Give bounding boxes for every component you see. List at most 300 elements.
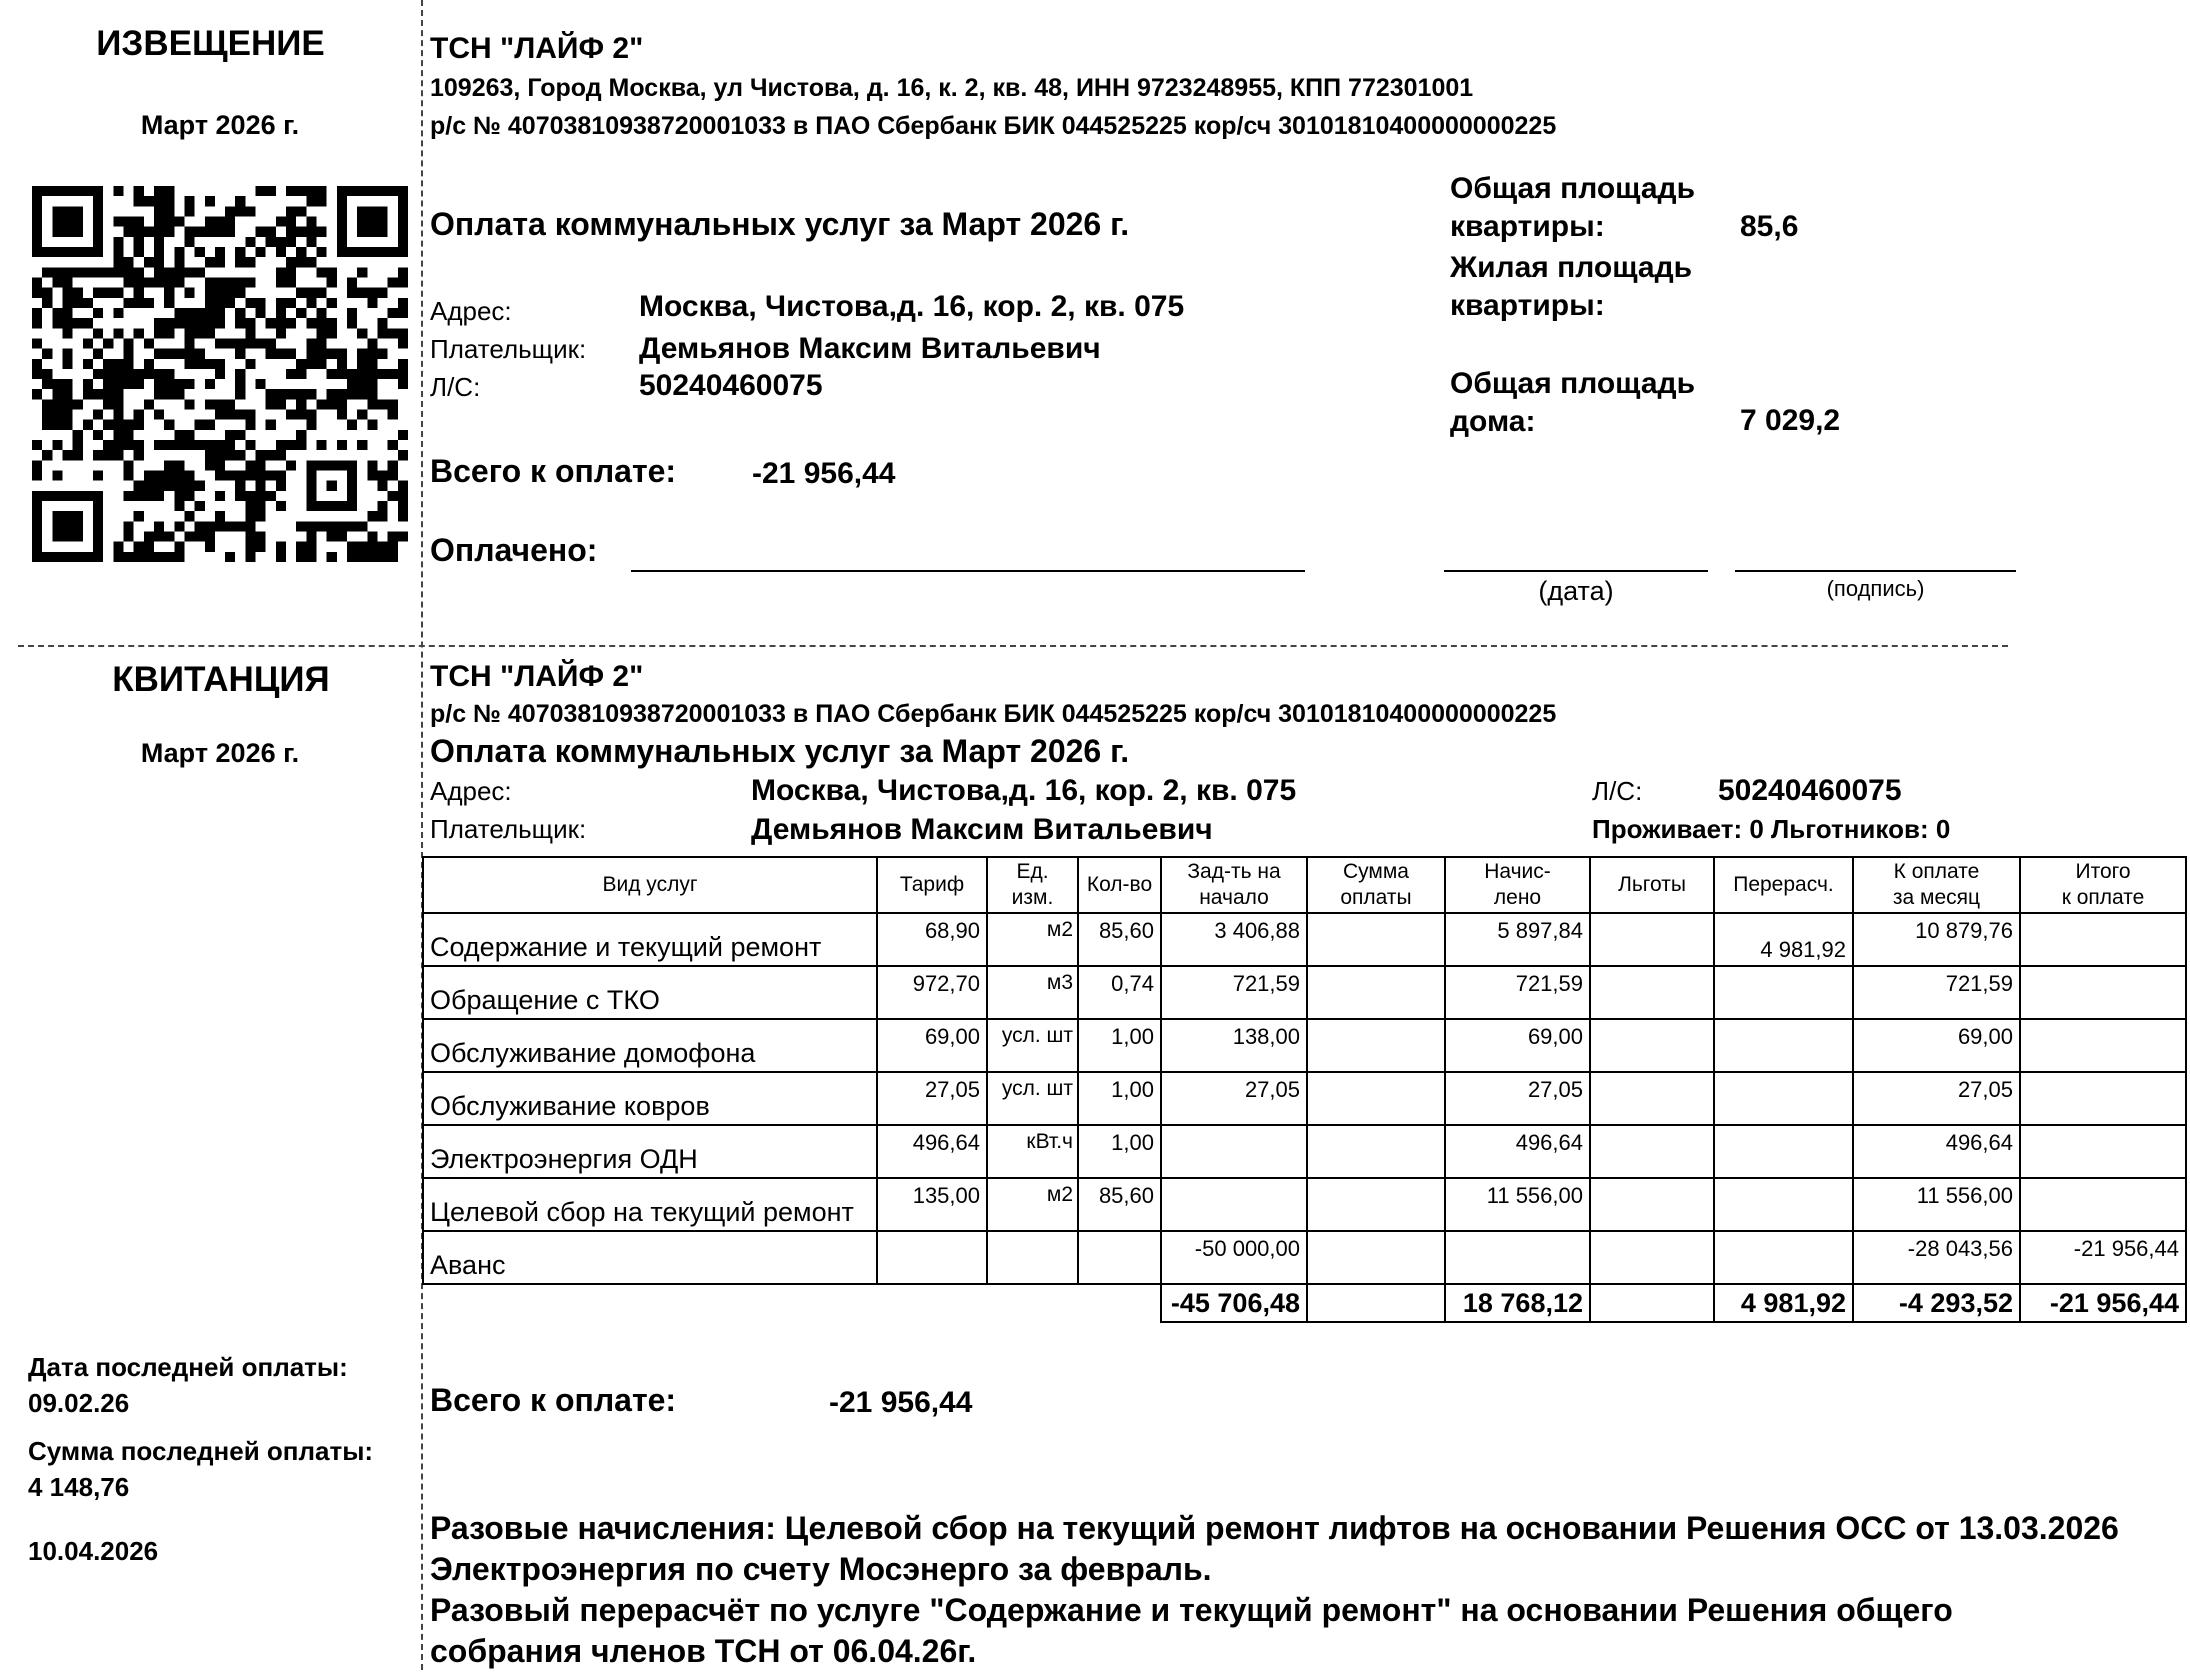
- qr-module: [256, 491, 266, 501]
- qr-module: [235, 521, 245, 531]
- qr-module: [164, 471, 174, 481]
- table-row: [423, 1019, 2186, 1072]
- qr-module: [134, 186, 144, 196]
- vertical-cut-line: [421, 0, 423, 1670]
- qr-module: [327, 349, 337, 359]
- qr-module: [123, 338, 133, 348]
- notice-payment-title: Оплата коммунальных услуг за Март 2026 г.: [430, 206, 1130, 242]
- qr-module: [286, 257, 296, 267]
- qr-module: [215, 247, 225, 257]
- qr-module: [103, 379, 113, 389]
- qr-module: [367, 298, 377, 308]
- qr-module: [357, 389, 367, 399]
- qr-module: [32, 288, 42, 298]
- qr-module: [205, 440, 215, 450]
- qr-module: [83, 359, 93, 369]
- qr-module: [378, 349, 388, 359]
- qr-module: [174, 379, 184, 389]
- qr-module: [276, 308, 286, 318]
- qr-module: [164, 196, 174, 206]
- qr-module: [388, 410, 398, 420]
- qr-module: [296, 288, 306, 298]
- qr-module: [144, 196, 154, 206]
- qr-module: [195, 440, 205, 450]
- qr-module: [225, 471, 235, 481]
- totals-cell: -21 956,44: [2020, 1284, 2186, 1322]
- qr-module: [184, 349, 194, 359]
- qr-module: [164, 369, 174, 379]
- qr-module: [174, 257, 184, 267]
- qr-module: [73, 298, 83, 308]
- qr-module: [93, 349, 103, 359]
- qr-module: [296, 247, 306, 257]
- qr-module: [296, 359, 306, 369]
- qr-module: [134, 227, 144, 237]
- qr-module: [154, 216, 164, 226]
- qr-module: [317, 359, 327, 369]
- qr-module: [113, 257, 123, 267]
- qr-module: [103, 288, 113, 298]
- qr-module: [225, 430, 235, 440]
- qr-module: [215, 450, 225, 460]
- qr-module: [184, 440, 194, 450]
- qr-module: [245, 277, 255, 287]
- qr-module: [276, 552, 286, 562]
- qr-module: [205, 542, 215, 552]
- qr-module: [62, 420, 72, 430]
- receipt-period: Март 2026 г.: [140, 738, 300, 768]
- qr-module: [164, 552, 174, 562]
- qr-module: [215, 216, 225, 226]
- notice-org-name: ТСН "ЛАЙФ 2": [430, 32, 644, 65]
- qr-module: [144, 277, 154, 287]
- qr-module: [266, 318, 276, 328]
- paid-signature-line[interactable]: [631, 570, 1305, 572]
- qr-module: [144, 257, 154, 267]
- qr-module: [266, 420, 276, 430]
- qr-module: [205, 298, 215, 308]
- house-area-label-1: Общая площадь: [1450, 367, 1696, 400]
- qr-module: [306, 552, 316, 562]
- qr-module: [83, 338, 93, 348]
- qr-module: [347, 521, 357, 531]
- qr-module: [174, 491, 184, 501]
- qr-module: [164, 349, 174, 359]
- qr-module: [276, 216, 286, 226]
- qr-module: [276, 277, 286, 287]
- qr-module: [235, 450, 245, 460]
- qr-module: [174, 471, 184, 481]
- qr-module: [347, 369, 357, 379]
- qr-module: [306, 186, 316, 196]
- qr-module: [225, 399, 235, 409]
- qr-module: [286, 237, 296, 247]
- date-line[interactable]: [1444, 570, 1708, 572]
- qr-module: [52, 440, 62, 450]
- qr-module: [398, 359, 408, 369]
- table-cell: [1161, 1125, 1307, 1178]
- qr-module: [245, 521, 255, 531]
- table-cell: 496,64: [1445, 1125, 1590, 1178]
- qr-module: [154, 532, 164, 542]
- qr-module: [195, 328, 205, 338]
- paid-label: Оплачено:: [430, 532, 598, 568]
- qr-module: [286, 369, 296, 379]
- qr-module: [256, 186, 266, 196]
- qr-module: [215, 460, 225, 470]
- qr-module: [164, 420, 174, 430]
- qr-module: [306, 288, 316, 298]
- signature-line[interactable]: [1735, 570, 2016, 572]
- qr-module: [286, 440, 296, 450]
- qr-module: [195, 267, 205, 277]
- qr-module: [113, 399, 123, 409]
- qr-module: [245, 532, 255, 542]
- qr-module: [164, 277, 174, 287]
- table-cell: 85,60: [1078, 1178, 1161, 1231]
- house-area-value: 7 029,2: [1740, 404, 1841, 437]
- qr-module: [225, 521, 235, 531]
- qr-module: [73, 440, 83, 450]
- qr-module: [225, 298, 235, 308]
- qr-module: [327, 277, 337, 287]
- qr-module: [164, 328, 174, 338]
- qr-module: [245, 359, 255, 369]
- service-name-cell: Обращение с ТКО: [423, 966, 877, 1019]
- print-date: 10.04.2026: [28, 1536, 159, 1566]
- col-header: Итого к оплате: [2020, 857, 2186, 913]
- qr-module: [134, 298, 144, 308]
- qr-module: [205, 521, 215, 531]
- qr-module: [266, 389, 276, 399]
- qr-module: [286, 227, 296, 237]
- qr-module: [286, 318, 296, 328]
- table-cell: [1307, 913, 1445, 966]
- receipt-total-due-value: -21 956,44: [829, 1386, 973, 1419]
- qr-module: [286, 410, 296, 420]
- qr-module: [134, 196, 144, 206]
- table-cell: 85,60: [1078, 913, 1161, 966]
- qr-module: [113, 186, 123, 196]
- qr-module: [347, 552, 357, 562]
- qr-module: [337, 389, 347, 399]
- qr-module: [205, 257, 215, 267]
- table-row: [423, 913, 2186, 966]
- table-cell: м2: [987, 913, 1078, 966]
- qr-module: [184, 237, 194, 247]
- qr-module: [215, 369, 225, 379]
- service-name-cell: Обслуживание домофона: [423, 1019, 877, 1072]
- qr-module: [235, 318, 245, 328]
- qr-module: [52, 410, 62, 420]
- qr-module: [184, 379, 194, 389]
- qr-module: [306, 298, 316, 308]
- notice-total-due-label: Всего к оплате:: [430, 453, 677, 489]
- qr-module: [93, 369, 103, 379]
- qr-module: [93, 410, 103, 420]
- table-cell: м3: [987, 966, 1078, 1019]
- qr-module: [245, 542, 255, 552]
- last-payment-sum: 4 148,76: [28, 1472, 130, 1502]
- col-header: Вид услуг: [423, 857, 877, 913]
- qr-module: [256, 460, 266, 470]
- qr-module: [164, 460, 174, 470]
- signature-caption: (подпись): [1826, 576, 1925, 601]
- qr-module: [184, 532, 194, 542]
- qr-module: [144, 532, 154, 542]
- qr-module: [317, 308, 327, 318]
- qr-module: [195, 481, 205, 491]
- qr-module: [174, 267, 184, 277]
- qr-module: [113, 379, 123, 389]
- qr-module: [378, 501, 388, 511]
- notice-account-label: Л/С:: [430, 372, 481, 402]
- total-area-value: 85,6: [1740, 210, 1799, 243]
- qr-module: [306, 420, 316, 430]
- qr-module: [154, 196, 164, 206]
- qr-module: [113, 216, 123, 226]
- qr-module: [42, 349, 52, 359]
- qr-module: [123, 430, 133, 440]
- qr-module: [62, 288, 72, 298]
- table-cell: [1590, 1125, 1714, 1178]
- qr-module: [123, 552, 133, 562]
- totals-spacer-cell: [423, 1284, 877, 1322]
- qr-module: [195, 359, 205, 369]
- table-cell: [1307, 1178, 1445, 1231]
- notice-account-value: 50240460075: [639, 369, 823, 402]
- qr-module: [123, 420, 133, 430]
- table-cell: [1590, 1178, 1714, 1231]
- note-line: Разовые начисления: Целевой сбор на текущий ремонт лифтов на основании Решения ОСС от 13.03.2026: [430, 1510, 2119, 1546]
- table-row: [423, 966, 2186, 1019]
- qr-module: [62, 298, 72, 308]
- qr-module: [266, 338, 276, 348]
- qr-module: [134, 450, 144, 460]
- qr-module: [184, 196, 194, 206]
- col-header: Кол-во: [1078, 857, 1161, 913]
- qr-module: [306, 410, 316, 420]
- receipt-payer-value: Демьянов Максим Витальевич: [751, 813, 1213, 846]
- qr-module: [113, 328, 123, 338]
- qr-module: [378, 399, 388, 409]
- qr-module: [123, 257, 133, 267]
- qr-module: [93, 267, 103, 277]
- qr-module: [367, 542, 377, 552]
- qr-module: [235, 369, 245, 379]
- qr-module: [52, 308, 62, 318]
- qr-module: [245, 460, 255, 470]
- qr-module: [134, 379, 144, 389]
- qr-module: [184, 359, 194, 369]
- note-line: собрания членов ТСН от 06.04.26г.: [430, 1633, 977, 1669]
- qr-module: [276, 501, 286, 511]
- col-header: Начис- лено: [1445, 857, 1590, 913]
- qr-module: [296, 542, 306, 552]
- qr-module: [276, 267, 286, 277]
- qr-module: [164, 440, 174, 450]
- qr-module: [256, 338, 266, 348]
- qr-module: [113, 440, 123, 450]
- qr-module: [42, 420, 52, 430]
- qr-module: [134, 420, 144, 430]
- qr-module: [235, 481, 245, 491]
- qr-module: [388, 532, 398, 542]
- qr-module: [357, 410, 367, 420]
- qr-module: [195, 227, 205, 237]
- note-line: Разовый перерасчёт по услуге "Содержание и текущий ремонт" на основании Решения общего: [430, 1592, 1953, 1628]
- qr-module: [205, 359, 215, 369]
- qr-module: [215, 399, 225, 409]
- qr-module: [276, 298, 286, 308]
- qr-module: [235, 257, 245, 267]
- qr-module: [215, 471, 225, 481]
- qr-module: [235, 308, 245, 318]
- qr-module: [378, 288, 388, 298]
- qr-module: [296, 521, 306, 531]
- qr-module: [256, 379, 266, 389]
- qr-module: [195, 532, 205, 542]
- qr-module: [42, 288, 52, 298]
- qr-module: [113, 237, 123, 247]
- qr-module: [337, 440, 347, 450]
- qr-module: [164, 186, 174, 196]
- qr-module: [276, 542, 286, 552]
- qr-module: [32, 277, 42, 287]
- qr-module: [134, 542, 144, 552]
- receipt-payer-label: Плательщик:: [430, 814, 587, 844]
- qr-module: [317, 328, 327, 338]
- qr-module: [184, 338, 194, 348]
- qr-module: [205, 227, 215, 237]
- table-cell: [1078, 1231, 1161, 1284]
- qr-module: [357, 379, 367, 389]
- qr-module: [286, 267, 296, 277]
- qr-module: [73, 267, 83, 277]
- qr-module: [62, 389, 72, 399]
- qr-module: [154, 277, 164, 287]
- notice-heading: ИЗВЕЩЕНИЕ: [96, 24, 325, 63]
- table-cell: 1,00: [1078, 1019, 1161, 1072]
- qr-module: [317, 288, 327, 298]
- table-cell: 135,00: [877, 1178, 987, 1231]
- qr-module: [123, 359, 133, 369]
- qr-module: [266, 349, 276, 359]
- qr-module: [42, 298, 52, 308]
- qr-module: [134, 267, 144, 277]
- qr-module: [205, 532, 215, 542]
- col-header: Ед. изм.: [987, 857, 1078, 913]
- qr-module: [327, 399, 337, 409]
- qr-module: [245, 501, 255, 511]
- qr-module: [296, 399, 306, 409]
- qr-module: [256, 501, 266, 511]
- qr-module: [306, 227, 316, 237]
- qr-module: [134, 440, 144, 450]
- qr-module: [154, 491, 164, 501]
- qr-module: [103, 389, 113, 399]
- qr-module: [245, 440, 255, 450]
- table-cell: 68,90: [877, 913, 987, 966]
- qr-module: [276, 349, 286, 359]
- qr-module: [225, 552, 235, 562]
- qr-module: [235, 277, 245, 287]
- qr-module: [93, 450, 103, 460]
- qr-module: [205, 308, 215, 318]
- qr-module: [398, 379, 408, 389]
- qr-module: [235, 288, 245, 298]
- qr-module: [184, 481, 194, 491]
- table-cell: 10 879,76: [1853, 913, 2020, 966]
- qr-module: [144, 298, 154, 308]
- qr-module: [388, 277, 398, 287]
- totals-cell: -45 706,48: [1161, 1284, 1307, 1322]
- qr-module: [205, 318, 215, 328]
- qr-module: [388, 542, 398, 552]
- qr-module: [337, 399, 347, 409]
- qr-module: [398, 277, 408, 287]
- qr-module: [256, 481, 266, 491]
- qr-module: [184, 318, 194, 328]
- qr-module: [317, 186, 327, 196]
- qr-module: [113, 420, 123, 430]
- qr-module: [306, 338, 316, 348]
- qr-module: [205, 450, 215, 460]
- qr-module: [337, 521, 347, 531]
- qr-module: [113, 359, 123, 369]
- qr-module: [398, 532, 408, 542]
- qr-module: [296, 257, 306, 267]
- qr-module: [235, 196, 245, 206]
- receipt-bank-details: р/с № 40703810938720001033 в ПАО Сбербанк БИК 044525225 кор/сч 30101810400000000225: [430, 700, 1557, 728]
- qr-module: [215, 491, 225, 501]
- qr-module: [83, 379, 93, 389]
- table-cell: 4 981,92: [1714, 913, 1853, 966]
- qr-module: [103, 267, 113, 277]
- qr-module: [296, 410, 306, 420]
- qr-module: [276, 237, 286, 247]
- qr-module: [154, 237, 164, 247]
- total-area-label-1: Общая площадь: [1450, 172, 1696, 205]
- qr-module: [357, 349, 367, 359]
- qr-module: [32, 308, 42, 318]
- qr-module: [195, 501, 205, 511]
- qr-module: [306, 532, 316, 542]
- table-header-row: [423, 857, 2186, 913]
- qr-module: [388, 471, 398, 481]
- qr-module: [276, 328, 286, 338]
- qr-module: [327, 389, 337, 399]
- table-cell: [1714, 1231, 1853, 1284]
- qr-module: [357, 440, 367, 450]
- qr-module: [32, 440, 42, 450]
- notice-address-label: Адрес:: [430, 296, 512, 326]
- qr-module: [103, 440, 113, 450]
- table-cell: [1714, 1178, 1853, 1231]
- receipt-address-value: Москва, Чистова,д. 16, кор. 2, кв. 075: [751, 774, 1297, 807]
- qr-module: [367, 552, 377, 562]
- qr-module: [398, 481, 408, 491]
- qr-module: [337, 532, 347, 542]
- qr-module: [296, 430, 306, 440]
- qr-module: [113, 552, 123, 562]
- qr-module: [134, 369, 144, 379]
- qr-module: [52, 389, 62, 399]
- table-cell: 0,74: [1078, 966, 1161, 1019]
- qr-module: [62, 450, 72, 460]
- qr-module: [62, 267, 72, 277]
- qr-module: [327, 318, 337, 328]
